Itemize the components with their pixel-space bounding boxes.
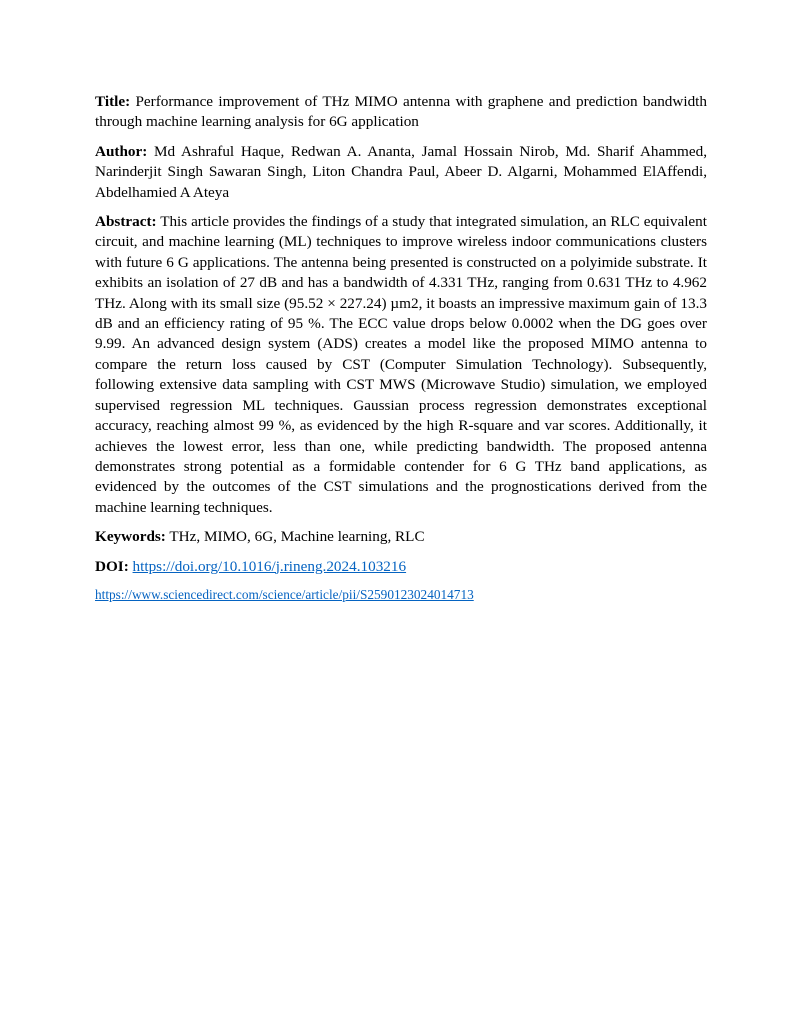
title-label: Title: (95, 93, 131, 110)
abstract-label: Abstract: (95, 213, 157, 231)
document-page (95, 92, 707, 604)
keywords-paragraph (95, 527, 707, 547)
source-link-paragraph (95, 586, 707, 604)
title-paragraph (95, 92, 707, 133)
doi-paragraph (95, 557, 707, 577)
author-paragraph (95, 142, 707, 203)
keywords-label: Keywords: (95, 528, 166, 546)
abstract-paragraph (95, 212, 707, 518)
author-label: Author: (95, 142, 148, 160)
author-text: Md Ashraful Haque, Redwan A. Ananta, Jamal Hossain Nirob, Md. Sharif Ahammed, Narinderjit Singh Sawaran Singh, Liton Chandra Paul, Abeer D. Algarni, Mohammed ElAffendi, Abdelhamied A Ateya (95, 142, 708, 201)
doi-label: DOI: (95, 557, 129, 575)
abstract-text: This article provides the findings of a study that integrated simulation, an RLC equivalent circuit, and machine learning (ML) techniques to improve wireless indoor communications clusters with future 6 G applications. The antenna being presented is constructed on a polyimide substrate. It exhibits an isolation of 27 dB and has a bandwidth of 4.331 THz, ranging from 0.631 THz to 4.962 THz. Along with its small size (95.52 × 227.24) µm2, it boasts an impressive maximum gain of 13.3 dB and an efficiency rating of 95 %. The ECC value drops below 0.0002 when the DG goes over 9.99. An advanced design system (ADS) creates a model like the proposed MIMO antenna to compare the return loss caused by CST (Computer Simulation Technology). Subsequently, following extensive data sampling with CST MWS (Microwave Studio) simulation, we employed supervised regression ML techniques. Gaussian process regression demonstrates exceptional accuracy, reaching almost 99 %, as evidenced by the high R-square and var scores. Additionally, it achieves the lowest error, less than one, while predicting bandwidth. The proposed antenna demonstrates strong potential as a formidable contender for 6 G THz band applications, as evidenced by the outcomes of the CST simulations and the prognostications derived from the machine learning techniques. (95, 213, 707, 516)
keywords-text: THz, MIMO, 6G, Machine learning, RLC (169, 528, 425, 546)
title-text: Performance improvement of THz MIMO antenna with graphene and prediction bandwidth through machine learning analysis for 6G application (95, 93, 707, 131)
doi-link[interactable]: https://doi.org/10.1016/j.rineng.2024.103216 (132, 557, 407, 575)
sciencedirect-link[interactable]: https://www.sciencedirect.com/science/article/pii/S2590123024014713 (95, 586, 474, 602)
